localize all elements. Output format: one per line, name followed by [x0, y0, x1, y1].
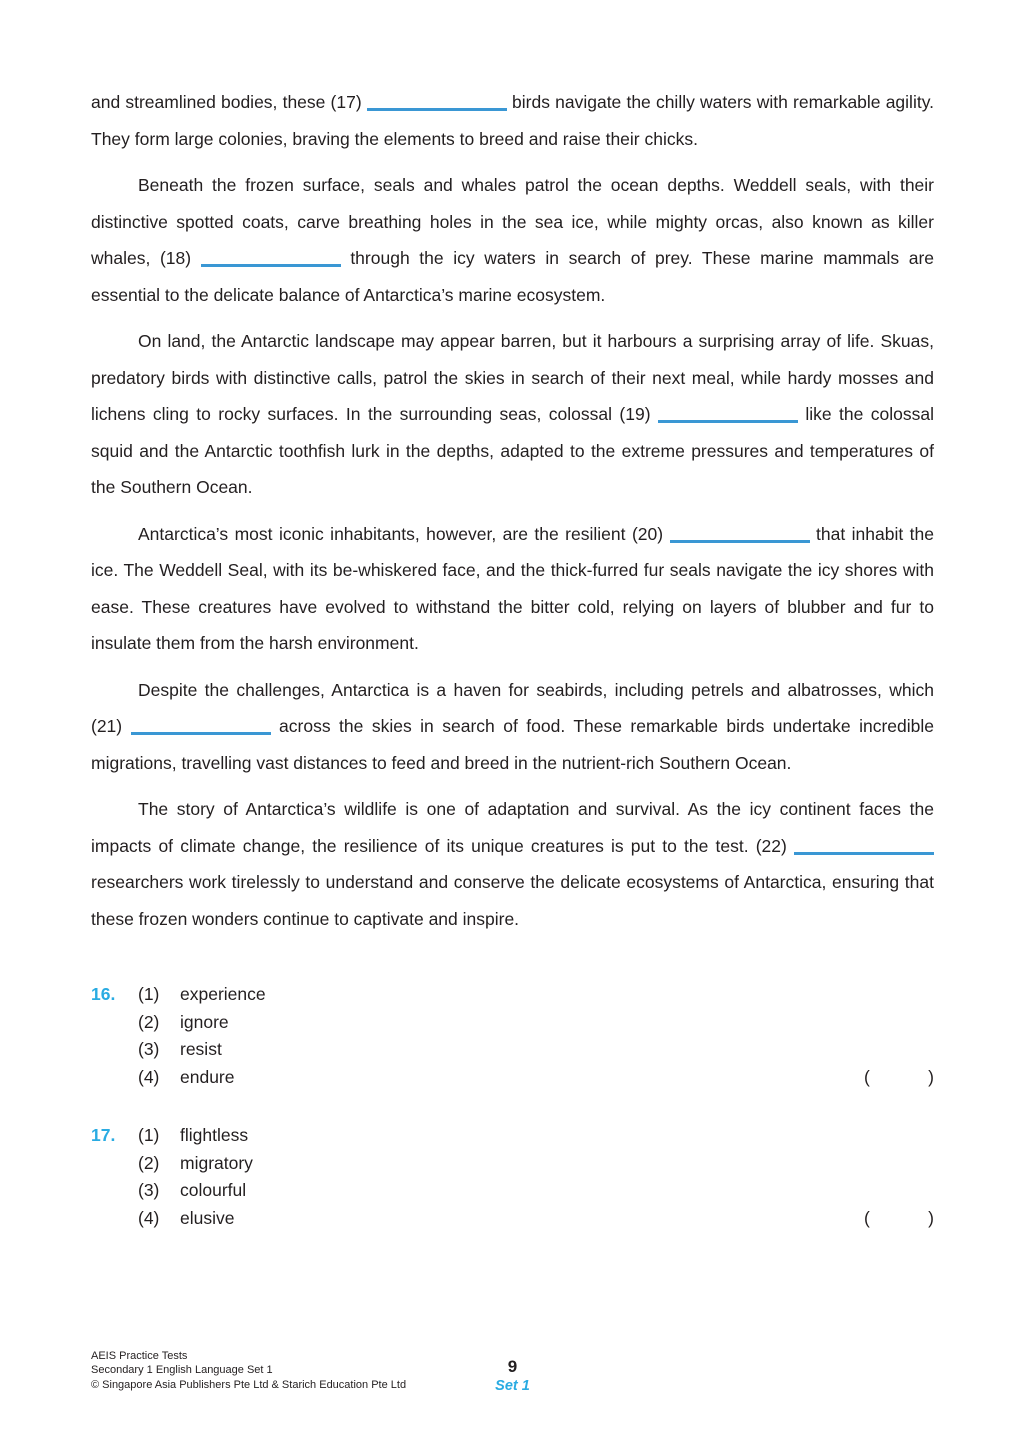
question-number: 17. — [91, 1125, 116, 1145]
question-number: 16. — [91, 984, 116, 1004]
paragraph-text: and streamlined bodies, these (17) — [91, 92, 367, 112]
question-17 — [91, 1122, 934, 1232]
option-text: endure — [180, 1066, 235, 1087]
option-row — [138, 1122, 864, 1150]
paragraph-text: that inhabit the ice. The Weddell Seal, with its be-whiskered face, and the thick-furred fur seals navigate the icy shores with ease. These creatures have evolved to withstand the bitter cold, relying on layers of blubber and fur to insulate them from the harsh environment. — [91, 523, 934, 653]
footer-line: © Singapore Asia Publishers Pte Ltd & Starich Education Pte Ltd — [91, 1378, 407, 1391]
option-number: (2) — [138, 1011, 160, 1032]
paragraph-text: Despite the challenges, Antarctica is a haven for seabirds, including petrels and albatrosses, which (21) — [91, 679, 934, 736]
blank-19 — [658, 420, 798, 423]
option-number: (3) — [138, 1039, 160, 1059]
option-row — [138, 1064, 864, 1092]
paragraph-text: Beneath the frozen surface, seals and whales patrol the ocean depths. Weddell seals, with their distinctive spotted coats, carve breathing holes in the sea ice, while mighty orcas, also known as killer whales, (18) — [91, 175, 934, 268]
option-row — [138, 1177, 864, 1205]
option-text: flightless — [180, 1125, 249, 1145]
option-text: resist — [180, 1039, 222, 1059]
option-text: elusive — [180, 1207, 235, 1228]
blank-20 — [670, 540, 810, 543]
passage-paragraph-5 — [91, 672, 934, 782]
paragraph-text: through the icy waters in search of prey. These marine mammals are essential to the delicate balance of Antarctica’s marine ecosystem. — [91, 248, 935, 305]
paragraph-text: across the skies in search of food. These remarkable birds undertake incredible migrations, travelling vast distances to feed and breed in the nutrient-rich Southern Ocean. — [91, 716, 934, 773]
paragraph-text: birds navigate the chilly waters with remarkable agility. They form large colonies, braving the elements to breed and raise their chicks. — [91, 92, 935, 149]
option-row — [138, 1150, 864, 1178]
passage-paragraph-4 — [91, 516, 934, 662]
option-number: (1) — [138, 984, 160, 1004]
blank-21 — [131, 732, 271, 735]
page-number: 9 — [507, 1357, 518, 1376]
option-row — [138, 1009, 864, 1037]
paragraph-text: Antarctica’s most iconic inhabitants, however, are the resilient (20) — [138, 523, 670, 544]
questions-section — [91, 981, 934, 1232]
passage-section — [91, 84, 934, 1263]
footer-line: Secondary 1 English Language Set 1 — [91, 1364, 273, 1376]
passage-paragraph-6 — [91, 791, 934, 937]
passage-paragraph-3 — [91, 323, 934, 506]
option-text: colourful — [180, 1180, 247, 1200]
paragraph-text: On land, the Antarctic landscape may appear barren, but it harbours a surprising array of life. Skuas, predatory birds with distinctive calls, patrol the skies in search of their next meal, while hardy mosses and lichens cling to rocky surfaces. In the surrounding seas, colossal (19) — [91, 331, 934, 424]
option-number: (2) — [138, 1152, 160, 1173]
option-row — [138, 981, 864, 1009]
option-text: migratory — [180, 1152, 253, 1173]
paragraph-text: The story of Antarctica’s wildlife is one of adaptation and survival. As the icy continent faces the impacts of climate change, the resilience of its unique creatures is put to the test. (22) — [91, 799, 934, 856]
paragraph-text: researchers work tirelessly to understand and conserve the delicate ecosystems of Antarctica, ensuring that these frozen wonders continue to captivate and inspire. — [91, 872, 934, 929]
blank-22 — [794, 852, 934, 855]
blank-18 — [201, 264, 341, 267]
question-options — [138, 1122, 864, 1232]
set-label: Set 1 — [495, 1378, 530, 1394]
option-number: (4) — [138, 1207, 160, 1228]
option-number: (1) — [138, 1125, 160, 1145]
option-text: ignore — [180, 1011, 229, 1032]
passage-paragraph-1 — [91, 84, 934, 157]
footer-page-info — [0, 1357, 1025, 1396]
answer-brackets: ( ) — [864, 1207, 934, 1228]
option-row — [138, 1205, 864, 1233]
option-row — [138, 1036, 864, 1064]
option-text: experience — [180, 984, 266, 1004]
answer-brackets: ( ) — [864, 1066, 934, 1087]
question-options — [138, 981, 864, 1091]
paragraph-text: like the colossal squid and the Antarctic toothfish lurk in the depths, adapted to the extreme pressures and temperatures of the Southern Ocean. — [91, 404, 934, 497]
passage-paragraph-2 — [91, 167, 934, 313]
option-number: (3) — [138, 1180, 160, 1200]
footer-line: AEIS Practice Tests — [91, 1349, 188, 1362]
blank-17 — [367, 108, 507, 111]
question-16 — [91, 981, 934, 1091]
option-number: (4) — [138, 1066, 160, 1087]
